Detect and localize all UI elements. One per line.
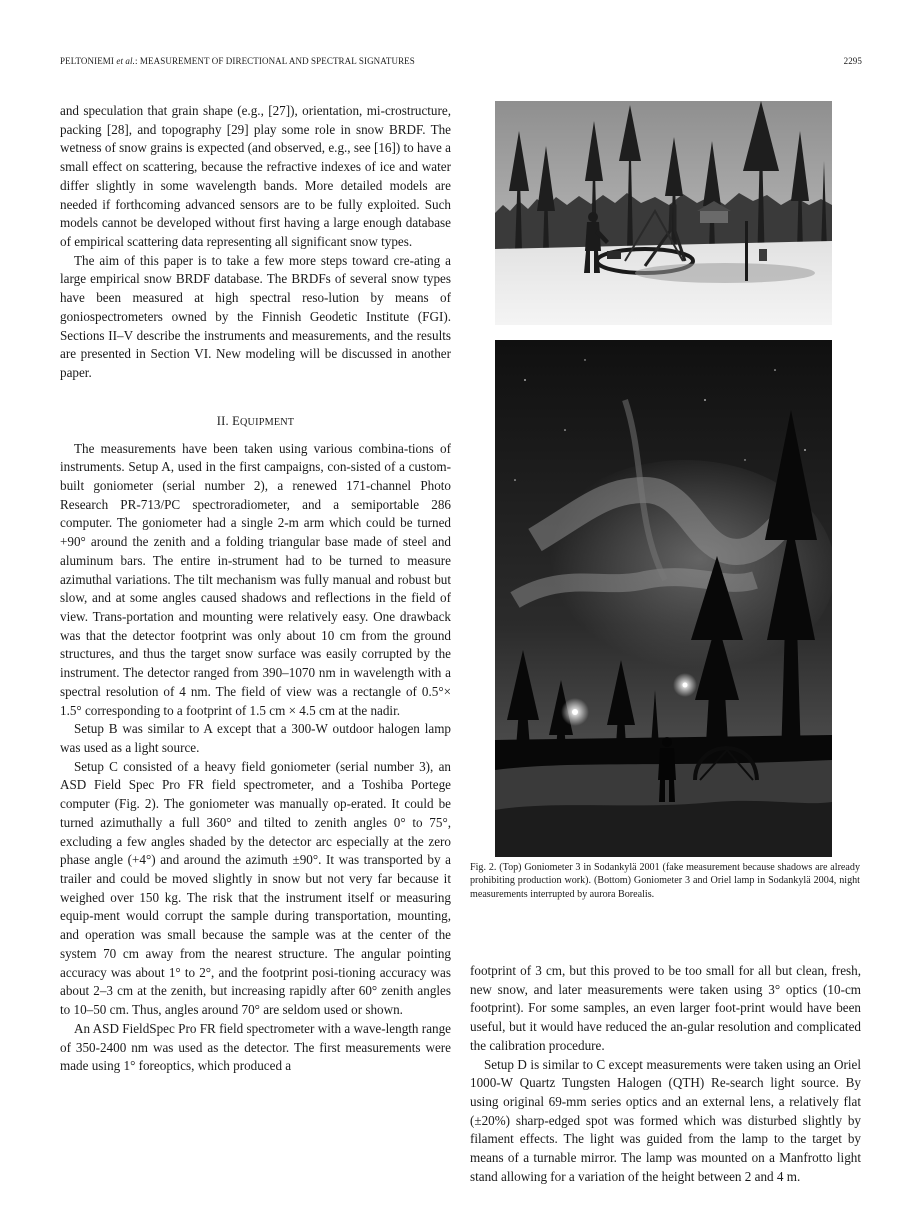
page-number: 2295 [843,56,862,66]
left-paragraph-5: Setup C consisted of a heavy field goniometer (serial number 3), an ASD Field Spec Pro FR field spectrometer, and a Toshiba Portege computer (Fig. 2). The goniometer was manually op-erated. It could be turned azimuthally a full 360° and tilted to zenith angles 0° to 75°, excluding a few angles shaded by the detector arc especially at the zero phase angle (+4°) and around the azimuth ±90°. It was transported by a trailer and could be moved slightly in snow but not very far because it weighed over 150 kg. The risk that the instrument itself or measuring equip-ment would corrupt the sample during transportation, mounting, and operation was small because the sample was at the center of the system 70 cm away from the nearest structure. The angular pointing accuracy was about 1° to 2°, and the footprint posi-tioning accuracy was about 2–3 cm at the zenith, but increasing rapidly after 60° zenith angles to 10–50 cm. Thus, angles around 70° are seldom used or shown. [60,758,451,1018]
section-title-initial: E [232,413,240,428]
left-paragraph-4: Setup B was similar to A except that a 300-W outdoor halogen lamp was used as a light source. [60,721,451,755]
section-heading [60,412,451,433]
right-paragraph-2: Setup D is similar to C except measurements were taken using an Oriel 1000-W Quartz Tungsten Halogen (QTH) Re-search light source. By using original 69-mm series optics and an external lens, a relatively flat (±20%) sharp-edged spot was formed which was disturbed slightly by filament effects. The light was guided from the lamp to the target by means of a turnable mirror. The lamp was mounted on a Manfrotto light stand allowing for a variation of the height between 2 and 4 m. [470,1056,861,1184]
aurora-night-photo [495,340,832,857]
section-title-rest: QUIPMENT [240,416,295,428]
left-paragraph-1: and speculation that grain shape (e.g., [27]), orientation, mi-crostructure, packing [28], and topography [29] play some role in snow BRDF. The wetness of snow grains is expected (and observed, e.g., see [16]) to have a small effect on scattering, because the refractive indexes of ice and water differ slightly in some wavelength bands. More detailed models are needed if forthcoming advanced sensors are to be fully exploited. Such models cannot be developed without first having a large enough database of empirical scattering data representing all significant snow types. [60,103,451,250]
running-head [60,56,862,70]
right-paragraph-1: footprint of 3 cm, but this proved to be too small for all but clean, fresh, new snow, and later measurements were taken using 3° optics (10-cm footprint). For some samples, an even larger foot-print would have been useful, but it would have reduced the an-gular resolution and complicated the calibration procedure. [470,963,861,1053]
left-column [60,102,451,1076]
figure-photo-bottom [495,340,832,857]
figure-caption: Fig. 2. (Top) Goniometer 3 in Sodankylä 2001 (fake measurement because shadows are already prohibiting production work). (Bottom) Goniometer 3 and Oriel lamp in Sodankylä 2004, night measurements interrupted by aurora Borealis. [470,862,860,900]
left-paragraph-6: An ASD FieldSpec Pro FR field spectrometer with a wave-length range of 350-2400 nm was used as the detector. The first measurements were made using 1° foreoptics, which produced a [60,1020,451,1074]
running-title [60,56,415,66]
left-paragraph-2: The aim of this paper is to take a few more steps toward cre-ating a large empirical snow BRDF database. The BRDFs of several snow types have been measured at high spectral reso-lution by means of goniospectrometers owned by the Finnish Geodetic Institute (FGI). Sections II–V describe the instruments and measurements, and the results are presented in Section VI. New modeling will be discussed in another paper. [60,252,451,381]
section-number: II. [216,413,229,428]
right-column [470,962,861,1187]
figure-photo-top [495,101,832,325]
running-title-author: PELTONIEMI [60,56,115,66]
running-title-rest: : MEASUREMENT OF DIRECTIONAL AND SPECTRAL SIGNATURES [134,56,415,66]
running-title-etal: et al. [116,56,135,66]
left-paragraph-3: The measurements have been taken using various combina-tions of instruments. Setup A, used in the first campaigns, con-sisted of a custom-built goniometer (serial number 2), a renewed 171-channel Photo Research PR-713/PC spectroradiometer, and a semiportable 286 computer. The goniometer had a single 2-m arm which could be turned +90° around the zenith and a folding triangular base made of steel and aluminum bars. The entire in-strument had to be turned to measure azimuthal variations. The tilt mechanism was fully manual and robust but slow, and at some angles caused shadows and reflections in the field of view. Trans-portation and mounting were relatively easy. One drawback was that the detector footprint was only about 10 cm from the ground structures, and thus the target snow surface was easily corrupted by the instrument. The detector ranged from 390–1070 nm in wavelength with a spectral resolution of 4 nm. The field of view was a rectangle of 0.5°× 1.5° corresponding to a footprint of 1.5 cm × 4.5 cm at the nadir. [60,440,451,718]
goniometer-snow-photo [495,101,832,325]
